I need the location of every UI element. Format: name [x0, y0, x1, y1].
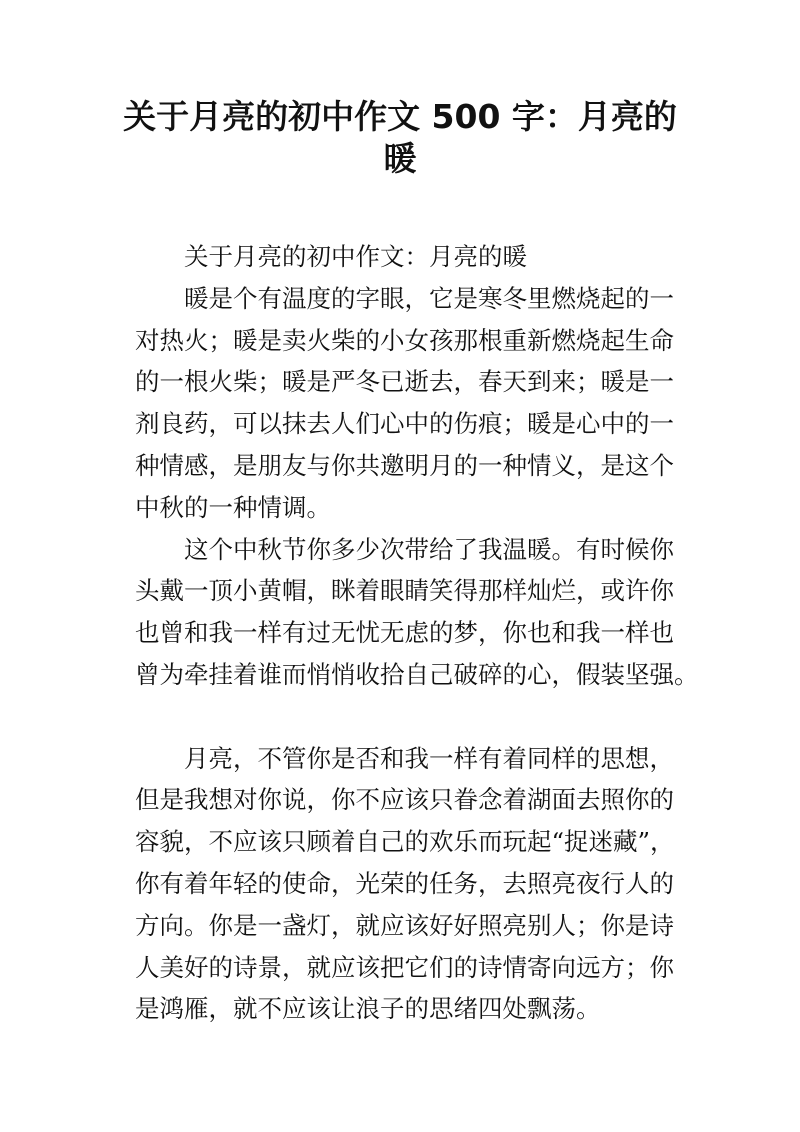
title-line: 暖: [383, 139, 417, 178]
paragraph-line: 月亮，不管你是否和我一样有着同样的思想，: [184, 743, 674, 773]
paragraph-line: 头戴一顶小黄帽，眯着眼睛笑得那样灿烂，或许你: [135, 576, 674, 606]
paragraph-line: 曾为牵挂着谁而悄悄收拾自己破碎的心，假装坚强。: [135, 659, 699, 689]
paragraph-line: 种情感，是朋友与你共邀明月的一种情义，是这个: [135, 450, 674, 480]
paragraph-line: 方向。你是一盏灯，就应该好好照亮别人；你是诗: [135, 910, 674, 940]
subtitle-line: 关于月亮的初中作文：月亮的暖: [184, 242, 527, 271]
document-body: [135, 236, 699, 1030]
paragraph-line: 也曾和我一样有过无忧无虑的梦，你也和我一样也: [135, 618, 674, 648]
paragraph-line: 的一根火柴；暖是严冬已逝去，春天到来；暖是一: [135, 367, 674, 397]
paragraph-line: 你有着年轻的使命，光荣的任务，去照亮夜行人的: [135, 868, 674, 898]
paragraph-line: 是鸿雁，就不应该让浪子的思绪四处飘荡。: [135, 994, 601, 1024]
paragraph-line: 但是我想对你说，你不应该只眷念着湖面去照你的: [135, 785, 674, 815]
paragraph-line: 容貌，不应该只顾着自己的欢乐而玩起“捉迷藏”，: [135, 827, 675, 857]
paragraph-gap: [135, 696, 695, 738]
paragraph-line: 暖是个有温度的字眼，它是寒冬里燃烧起的一: [184, 283, 674, 313]
paragraph-line: 中秋的一种情调。: [135, 492, 331, 522]
document-title: [100, 96, 700, 180]
paragraph-line: 这个中秋节你多少次带给了我温暖。有时候你: [184, 534, 674, 564]
paragraph-line: 剂良药，可以抹去人们心中的伤痕；暖是心中的一: [135, 409, 674, 439]
paragraph-line: 人美好的诗景，就应该把它们的诗情寄向远方；你: [135, 952, 674, 982]
paragraph-line: 对热火；暖是卖火柴的小女孩那根重新燃烧起生命: [135, 325, 674, 355]
title-line: 关于月亮的初中作文 500 字：月亮的: [123, 97, 677, 136]
